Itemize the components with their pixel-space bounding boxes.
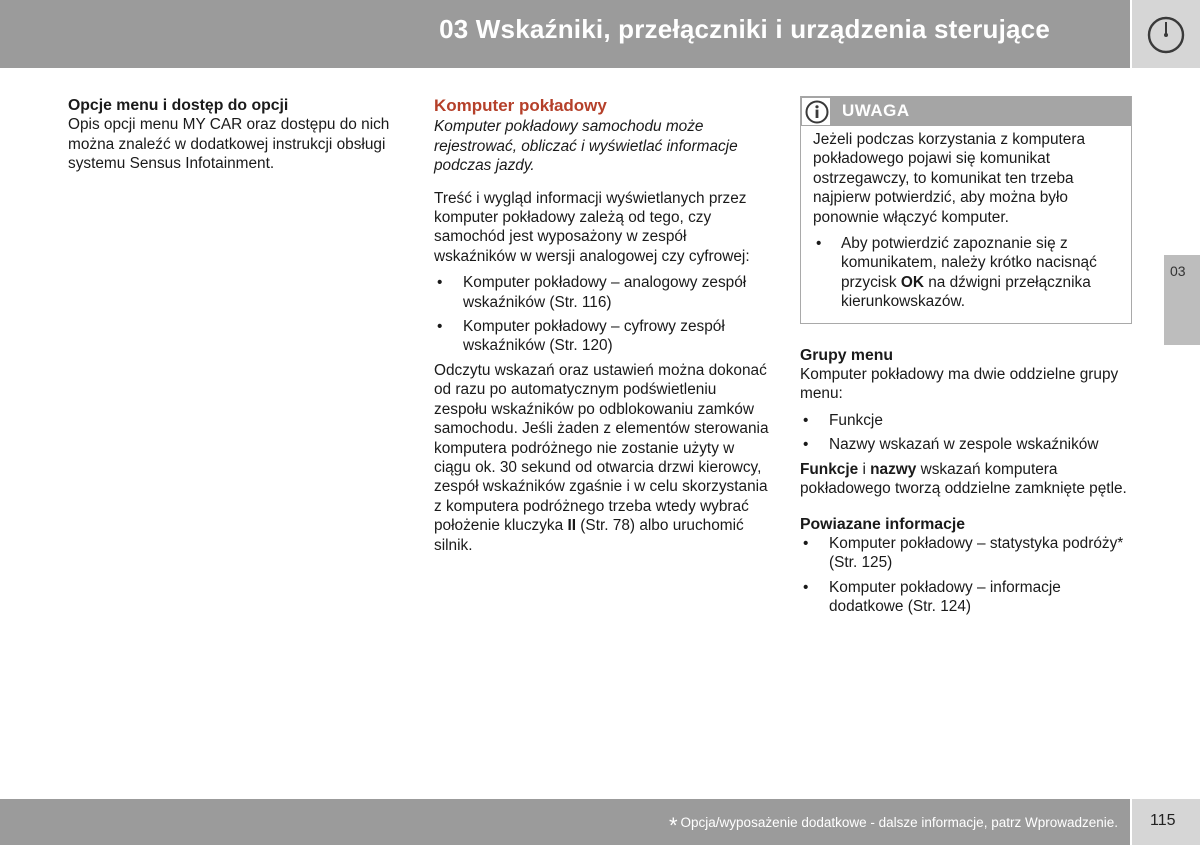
list-item xyxy=(813,234,1119,312)
bullet-list xyxy=(434,273,769,356)
related-link[interactable]: • Komputer pokładowy – statystyka podróży* (Str. 125) xyxy=(800,534,1132,573)
speedometer-icon xyxy=(1143,14,1189,56)
asterisk: * xyxy=(668,813,678,838)
list-item: • Nazwy wskazań w zespole wskaźników xyxy=(800,435,1132,454)
text-run: na dźwigni przełącznika kierunkowskazów. xyxy=(841,273,1091,311)
note-body xyxy=(801,126,1131,323)
chapter-tab[interactable] xyxy=(1164,255,1200,345)
paragraph: Komputer pokładowy ma dwie oddzielne grupy menu: xyxy=(800,366,1119,403)
footer-note-text: Opcja/wyposażenie dodatkowe - dalsze informacje, patrz Wprowadzenie. xyxy=(680,815,1118,830)
bold-run: nazwy xyxy=(870,460,917,478)
paragraph: Treść i wygląd informacji wyświetlanych przez komputer pokładowy zależą od tego, czy samochód jest wyposażony w zespół wskaźników w wersji analogowej czy cyfrowej: xyxy=(434,189,750,265)
section-heading: Komputer pokładowy xyxy=(434,96,607,115)
header-bar xyxy=(0,0,1130,68)
intro-paragraph: Komputer pokładowy samochodu może rejestrować, obliczać i wyświetlać informacje podczas jazdy. xyxy=(434,118,738,175)
note-label: UWAGA xyxy=(842,101,910,120)
bold-run: II xyxy=(567,517,577,535)
page-number-box xyxy=(1132,799,1200,845)
chapter-title: 03 Wskaźniki, przełączniki i urządzenia sterujące xyxy=(439,14,1050,44)
related-links-list xyxy=(800,534,1132,617)
list-item[interactable]: • Komputer pokładowy – analogowy zespół wskaźników (Str. 116) xyxy=(434,273,769,312)
text-run: Odczytu wskazań oraz ustawień można dokonać od razu po automatycznym podświetleniu zespołu wskaźników po odblokowaniu zamków samochodu. Jeśli żaden z elementów sterowania komputera podróżnego nie zostanie użyty w ciągu ok. 30 sekund od otwarcia drzwi kierowcy, zespół wskaźników zgaśnie i w celu skorzystania z komputera podróżnego trzeba wtedy wybrać położenie kluczyka xyxy=(434,361,769,535)
bullet-list xyxy=(800,411,1132,455)
note-text: Jeżeli podczas korzystania z komputera pokładowego pojawi się komunikat ostrzegawczy, to komunikat ten trzeba najpierw potwierdzić, aby można było ponownie włączyć komputer. xyxy=(813,131,1086,226)
related-link[interactable]: • Komputer pokładowy – informacje dodatkowe (Str. 124) xyxy=(800,578,1132,617)
footer-note xyxy=(669,813,1118,839)
list-item[interactable]: • Komputer pokładowy – cyfrowy zespół wskaźników (Str. 120) xyxy=(434,317,769,356)
list-item: • Funkcje xyxy=(800,411,1132,430)
paragraph: Opis opcji menu MY CAR oraz dostępu do nich można znaleźć w dodatkowej instrukcji obsługi systemu Sensus Infotainment. xyxy=(68,116,390,173)
text-run: (Str. 78) albo uruchomić silnik. xyxy=(434,517,744,554)
text-run: i xyxy=(858,460,871,478)
section-heading: Opcje menu i dostęp do opcji xyxy=(68,97,289,114)
section-heading: Grupy menu xyxy=(800,346,894,364)
info-icon xyxy=(805,100,829,124)
chapter-tab-label: 03 xyxy=(1170,263,1186,279)
note-header xyxy=(801,96,1131,126)
paragraph xyxy=(434,361,769,555)
footer-bar xyxy=(0,799,1130,845)
text-run: wskazań komputera pokładowego tworzą oddzielne zamknięte pętle. xyxy=(800,460,1127,498)
note-box xyxy=(800,96,1132,324)
section-heading: Powiazane informacje xyxy=(800,515,966,533)
bold-run: OK xyxy=(900,273,924,291)
text-run: Aby potwierdzić zapoznanie się z komunikatem, należy krótko nacisnąć przycisk xyxy=(841,235,1097,291)
page-number: 115 xyxy=(1150,812,1176,829)
paragraph xyxy=(800,460,1132,499)
column-menu-options xyxy=(68,96,398,174)
bold-run: Funkcje xyxy=(800,460,859,478)
column-note-and-groups xyxy=(800,96,1132,622)
bullet-list xyxy=(813,234,1119,312)
chapter-icon-box xyxy=(1132,0,1200,68)
info-icon-box xyxy=(801,97,831,126)
column-trip-computer xyxy=(434,96,769,555)
